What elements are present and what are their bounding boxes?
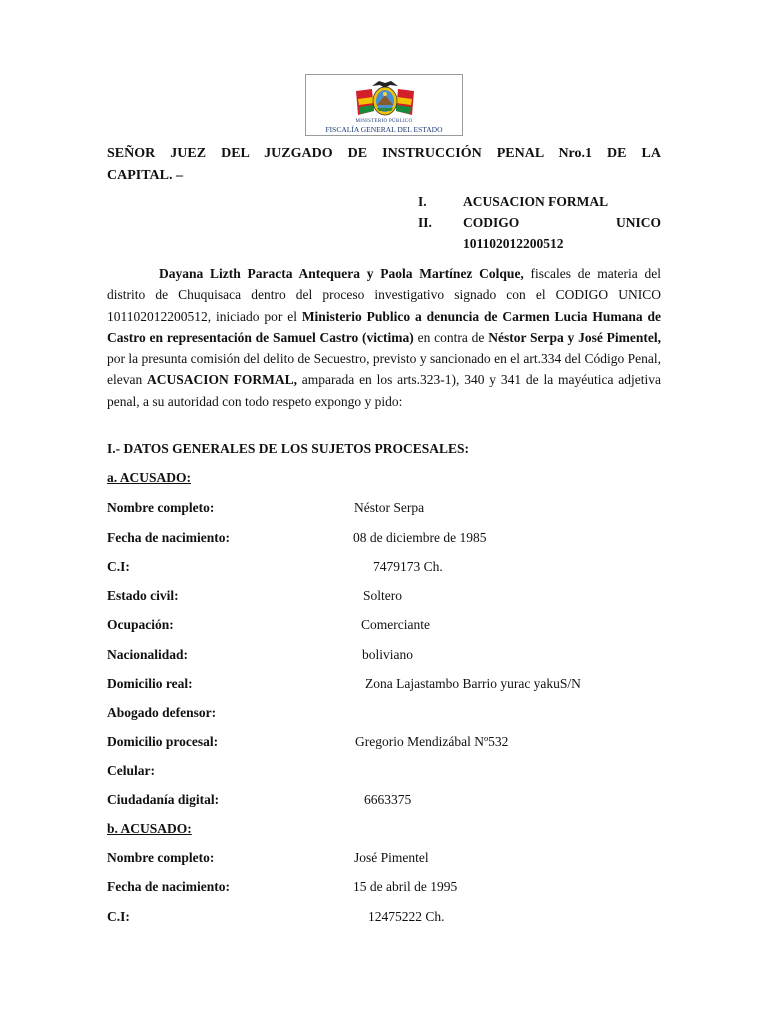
a-label-celular: Celular: [107, 763, 155, 778]
a-label-nacionalidad: Nacionalidad: [107, 647, 189, 662]
intro-text-4: amparada en los arts.323-1), 340 y 341 de la mayéutica adjetiva penal, a su autoridad con todo respeto expongo y pido: [107, 372, 661, 409]
intro-text-3: por la presunta comisión del delito de Secuestro, previsto y sancionado en el art.334 del Código Penal, elevan [107, 351, 661, 388]
b-label-ci: C.I: [107, 909, 130, 924]
a-label-ci: C.I: [107, 559, 130, 574]
a-value-ocupacion: Comerciante [361, 617, 430, 632]
logo-line-2: FISCALÍA GENERAL DEL ESTADO [325, 125, 443, 134]
b-label-nombre: Nombre completo: [107, 850, 215, 865]
intro-text-1: fiscales de materia del distrito de Chuquisaca dentro del proceso investigativo signado con el CODIGO UNICO 101102012200512, iniciado por el [107, 266, 661, 324]
a-value-nacimiento: 08 de diciembre de 1985 [353, 530, 487, 545]
addressee-heading-line-1: SEÑOR JUEZ DEL JUZGADO DE INSTRUCCIÓN PENAL Nro.1 DE LA [107, 146, 661, 161]
a-value-nombre: Néstor Serpa [354, 500, 425, 515]
a-label-nombre: Nombre completo: [107, 500, 215, 515]
list-number-2: II. [418, 215, 432, 230]
a-value-ciudadania: 6663375 [364, 792, 412, 807]
a-label-nacimiento: Fecha de nacimiento: [107, 530, 230, 545]
intro-paragraph [107, 263, 661, 412]
list-text-2 [463, 215, 661, 231]
list-number-1: I. [418, 194, 427, 209]
intro-bold-1: Ministerio Publico a denuncia de Carmen Lucia Humana de Castro en representación de Samuel Castro (victima) [107, 308, 661, 345]
b-label-nacimiento: Fecha de nacimiento: [107, 879, 230, 894]
intro-text-2: en contra de [413, 329, 489, 345]
a-label-domicilio-real: Domicilio real: [107, 676, 193, 691]
fiscalia-logo [305, 74, 463, 136]
b-value-ci: 12475222 Ch. [368, 909, 445, 924]
list-text-2a: CODIGO [463, 215, 520, 230]
a-label-abogado: Abogado defensor: [107, 705, 217, 720]
accused-b-title: b. ACUSADO: [107, 821, 192, 836]
a-value-domicilio-real: Zona Lajastambo Barrio yurac yakuS/N [365, 676, 581, 691]
intro-bold-3: ACUSACION FORMAL, [147, 372, 297, 388]
coat-of-arms-icon [306, 75, 464, 121]
b-value-nacimiento: 15 de abril de 1995 [353, 879, 458, 894]
a-label-ocupacion: Ocupación: [107, 617, 174, 632]
b-value-nombre: José Pimentel [354, 850, 429, 865]
list-text-2c: 101102012200512 [463, 236, 564, 251]
a-value-nacionalidad: boliviano [362, 647, 413, 662]
a-value-estado-civil: Soltero [363, 588, 402, 603]
section-title: I.- DATOS GENERALES DE LOS SUJETOS PROCESALES: [107, 441, 469, 456]
prosecutor-names: Dayana Lizth Paracta Antequera y Paola Martínez Colque, [159, 266, 524, 281]
logo-line-1: MINISTERIO PÚBLICO [355, 119, 413, 124]
a-value-domicilio-procesal: Gregorio Mendizábal Nº532 [355, 734, 509, 749]
a-label-domicilio-procesal: Domicilio procesal: [107, 734, 219, 749]
intro-bold-2: Néstor Serpa y José Pimentel, [488, 329, 661, 345]
a-label-estado-civil: Estado civil: [107, 588, 179, 603]
addressee-heading-line-2: CAPITAL. – [107, 168, 183, 183]
list-text-2b: UNICO [615, 215, 661, 230]
a-value-ci: 7479173 Ch. [373, 559, 443, 574]
a-label-ciudadania: Ciudadanía digital: [107, 792, 220, 807]
list-text-1: ACUSACION FORMAL [463, 194, 609, 209]
accused-a-title: a. ACUSADO: [107, 470, 192, 485]
